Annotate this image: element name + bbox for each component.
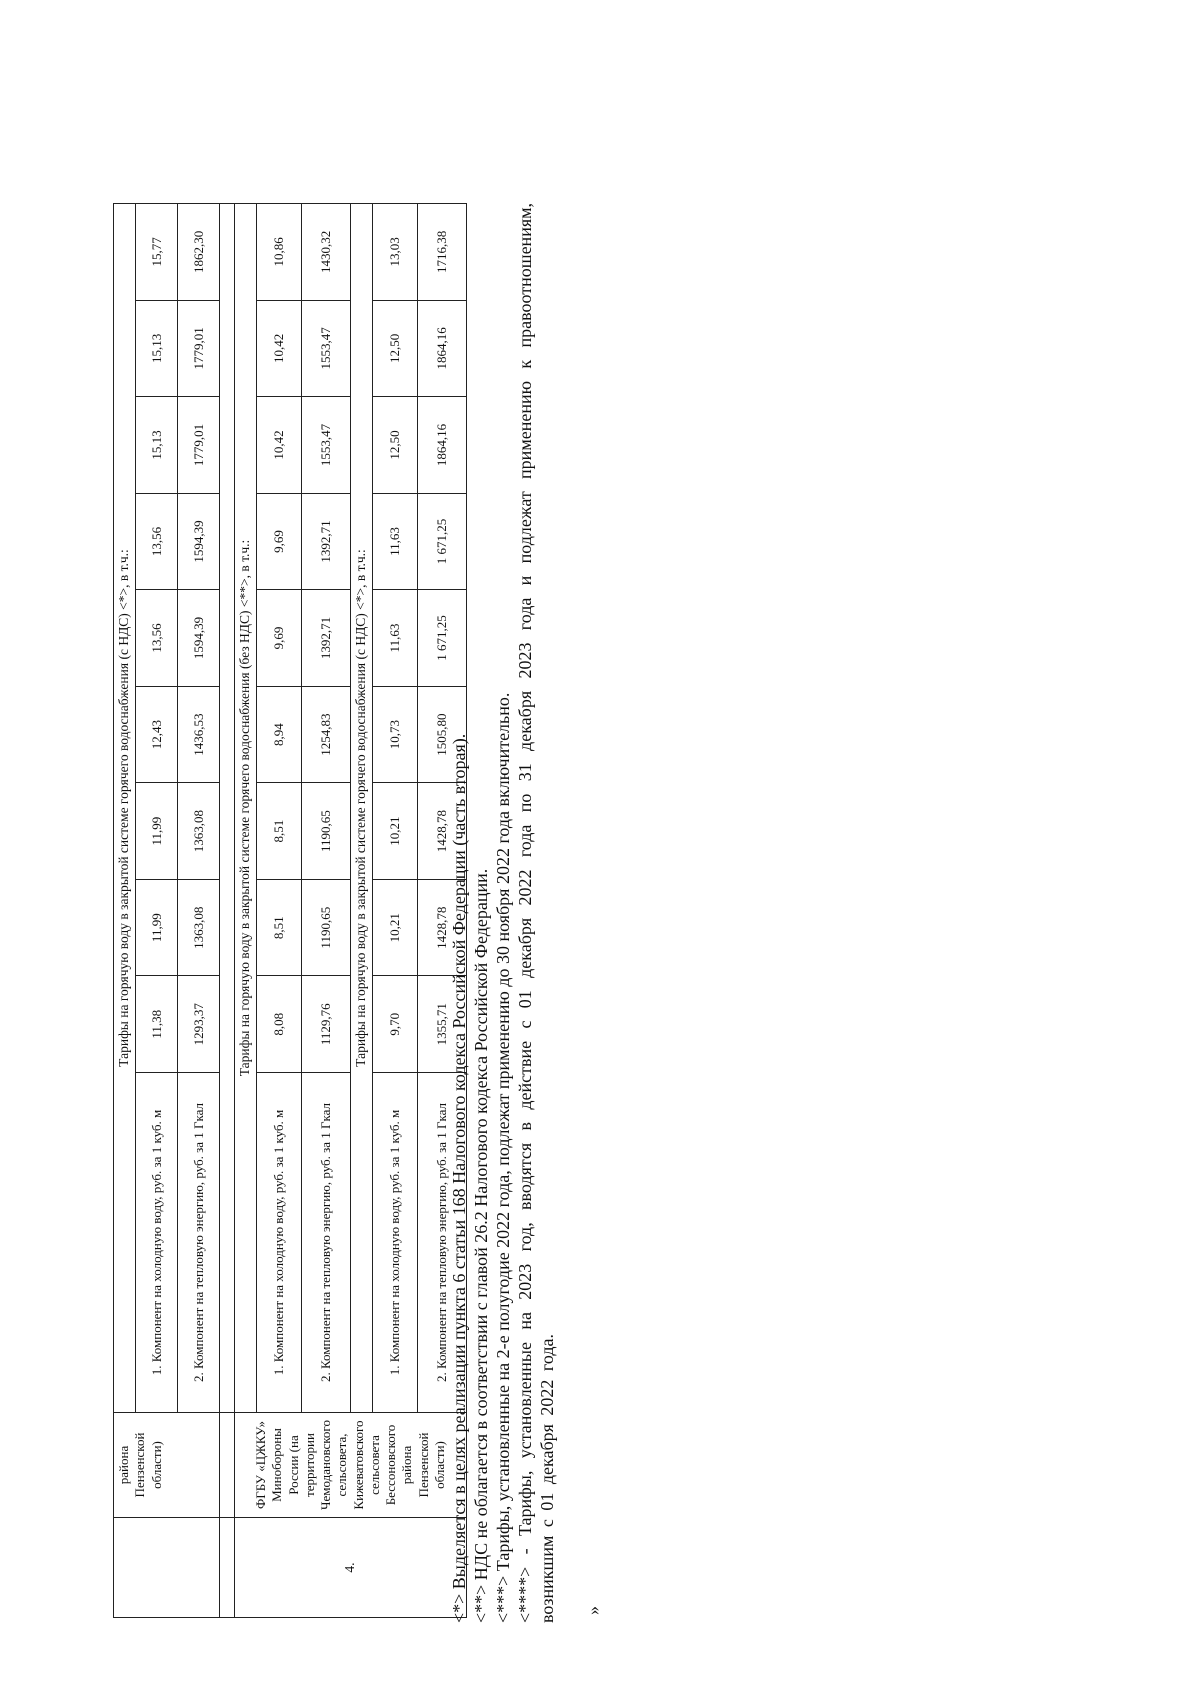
tariff-value: 1293,37: [178, 976, 220, 1073]
tariff-value: 1363,08: [178, 783, 220, 880]
tariff-value: 1553,47: [302, 397, 351, 494]
tariff-value: 1864,16: [418, 397, 467, 494]
group-title: Тарифы на горячую воду в закрытой системе горячего водоснабжения (с НДС) <*>, в т.ч.:: [114, 204, 136, 1413]
tariff-value: 11,63: [373, 590, 418, 687]
tariff-value: 1594,39: [178, 590, 220, 687]
closing-quote-mark: »: [583, 1606, 603, 1615]
component-label: 1. Компонент на холодную воду, руб. за 1 куб. м: [373, 1073, 418, 1413]
tariff-value: 1392,71: [302, 590, 351, 687]
tariff-value: 11,63: [373, 493, 418, 590]
tariff-value: 1392,71: [302, 493, 351, 590]
tariff-value: 8,08: [257, 976, 302, 1073]
tariff-value: 1355,71: [418, 976, 467, 1073]
tariff-value: 1428,78: [418, 879, 467, 976]
tariff-value: 11,99: [136, 879, 178, 976]
group-header-row: [114, 204, 136, 1618]
tariff-value: 12,50: [373, 397, 418, 494]
tariff-value: 1129,76: [302, 976, 351, 1073]
tariff-value: 15,13: [136, 397, 178, 494]
component-label: 1. Компонент на холодную воду, руб. за 1 куб. м: [136, 1073, 178, 1413]
table-row: [257, 204, 302, 1618]
tariff-value: 1428,78: [418, 783, 467, 880]
blank-cell: [220, 1518, 235, 1618]
tariff-value: 10,42: [257, 300, 302, 397]
table-row: [373, 204, 418, 1618]
tariff-value: 1864,16: [418, 300, 467, 397]
tariff-value: 1553,47: [302, 300, 351, 397]
tariff-value: 12,50: [373, 300, 418, 397]
group-header-row: [235, 204, 257, 1618]
group-title: Тарифы на горячую воду в закрытой системе горячего водоснабжения (с НДС) <*>, в т.ч.:: [351, 204, 373, 1413]
component-label: 2. Компонент на тепловую энергию, руб. за 1 Гкал: [178, 1073, 220, 1413]
footnote: <*> Выделяется в целях реализации пункта 6 статьи 168 Налогового кодекса Российской Федерации (часть вторая).: [449, 733, 469, 1623]
component-label: 2. Компонент на тепловую энергию, руб. за 1 Гкал: [302, 1073, 351, 1413]
tariff-value: 15,13: [136, 300, 178, 397]
row-number-cell: 4.: [235, 1518, 467, 1618]
footnote: <**> НДС не облагается в соответствии с главой 26.2 Налогового кодекса Российской Федерации.: [471, 868, 491, 1623]
tariff-value: 9,69: [257, 590, 302, 687]
tariff-value: 1779,01: [178, 300, 220, 397]
tariff-value: 10,21: [373, 783, 418, 880]
tariff-value: 11,99: [136, 783, 178, 880]
tariff-value: 1190,65: [302, 879, 351, 976]
tariff-value: 9,70: [373, 976, 418, 1073]
tariff-value: 10,73: [373, 686, 418, 783]
tariff-value: 13,03: [373, 204, 418, 301]
table-row: [136, 204, 178, 1618]
component-label: 2. Компонент на тепловую энергию, руб. за 1 Гкал: [418, 1073, 467, 1413]
tariff-value: 1190,65: [302, 783, 351, 880]
footnotes: [448, 203, 558, 1623]
organization-cell-continued: района Пензенской области): [114, 1413, 220, 1518]
table-row: [302, 204, 351, 1618]
table-row: [178, 204, 220, 1618]
tariff-value: 1430,32: [302, 204, 351, 301]
blank-cell: [220, 204, 235, 1413]
tariff-value: 9,69: [257, 493, 302, 590]
tariff-value: 13,56: [136, 590, 178, 687]
tariff-value: 8,51: [257, 783, 302, 880]
tariff-value: 1779,01: [178, 397, 220, 494]
tariff-value: 11,38: [136, 976, 178, 1073]
tariff-value: 10,42: [257, 397, 302, 494]
tariff-value: 10,86: [257, 204, 302, 301]
row-number-cell: [114, 1518, 220, 1618]
group-header-row: [351, 204, 373, 1618]
tariff-value: 1716,38: [418, 204, 467, 301]
tariff-table: [113, 203, 467, 1618]
organization-cell: ФГБУ «ЦЖКУ» Минобороны России (на территории Чемодановского сельсовета, Кижеватовского сельсовета Бессоновского района Пензенской области): [235, 1413, 467, 1518]
footnote: <***> Тарифы, установленные на 2-е полугодие 2022 года, подлежат применению до 30 ноября 2022 года включительно.: [493, 692, 513, 1623]
tariff-value: 1 671,25: [418, 493, 467, 590]
tariff-value: 8,51: [257, 879, 302, 976]
tariff-value: 12,43: [136, 686, 178, 783]
footnote: <****> - Тарифы, установленные на 2023 год, вводятся в действие с 01 декабря 2022 года по 31 декабря 2023 года и подлежат применению к правоотношениям, возникшим с 01 декабря 2022 года.: [515, 203, 557, 1623]
tariff-value: 1862,30: [178, 204, 220, 301]
blank-cell: [220, 1413, 235, 1518]
tariff-value: 1 671,25: [418, 590, 467, 687]
tariff-value: 13,56: [136, 493, 178, 590]
tariff-value: 1594,39: [178, 493, 220, 590]
tariff-value: 15,77: [136, 204, 178, 301]
component-label: 1. Компонент на холодную воду, руб. за 1 куб. м: [257, 1073, 302, 1413]
tariff-value: 1436,53: [178, 686, 220, 783]
tariff-value: 10,21: [373, 879, 418, 976]
tariff-value: 1505,80: [418, 686, 467, 783]
tariff-value: 1363,08: [178, 879, 220, 976]
spacer-row: [220, 204, 235, 1618]
tariff-value: 8,94: [257, 686, 302, 783]
tariff-value: 1254,83: [302, 686, 351, 783]
group-title: Тарифы на горячую воду в закрытой системе горячего водоснабжения (без НДС) <**>, в т.ч.:: [235, 204, 257, 1413]
